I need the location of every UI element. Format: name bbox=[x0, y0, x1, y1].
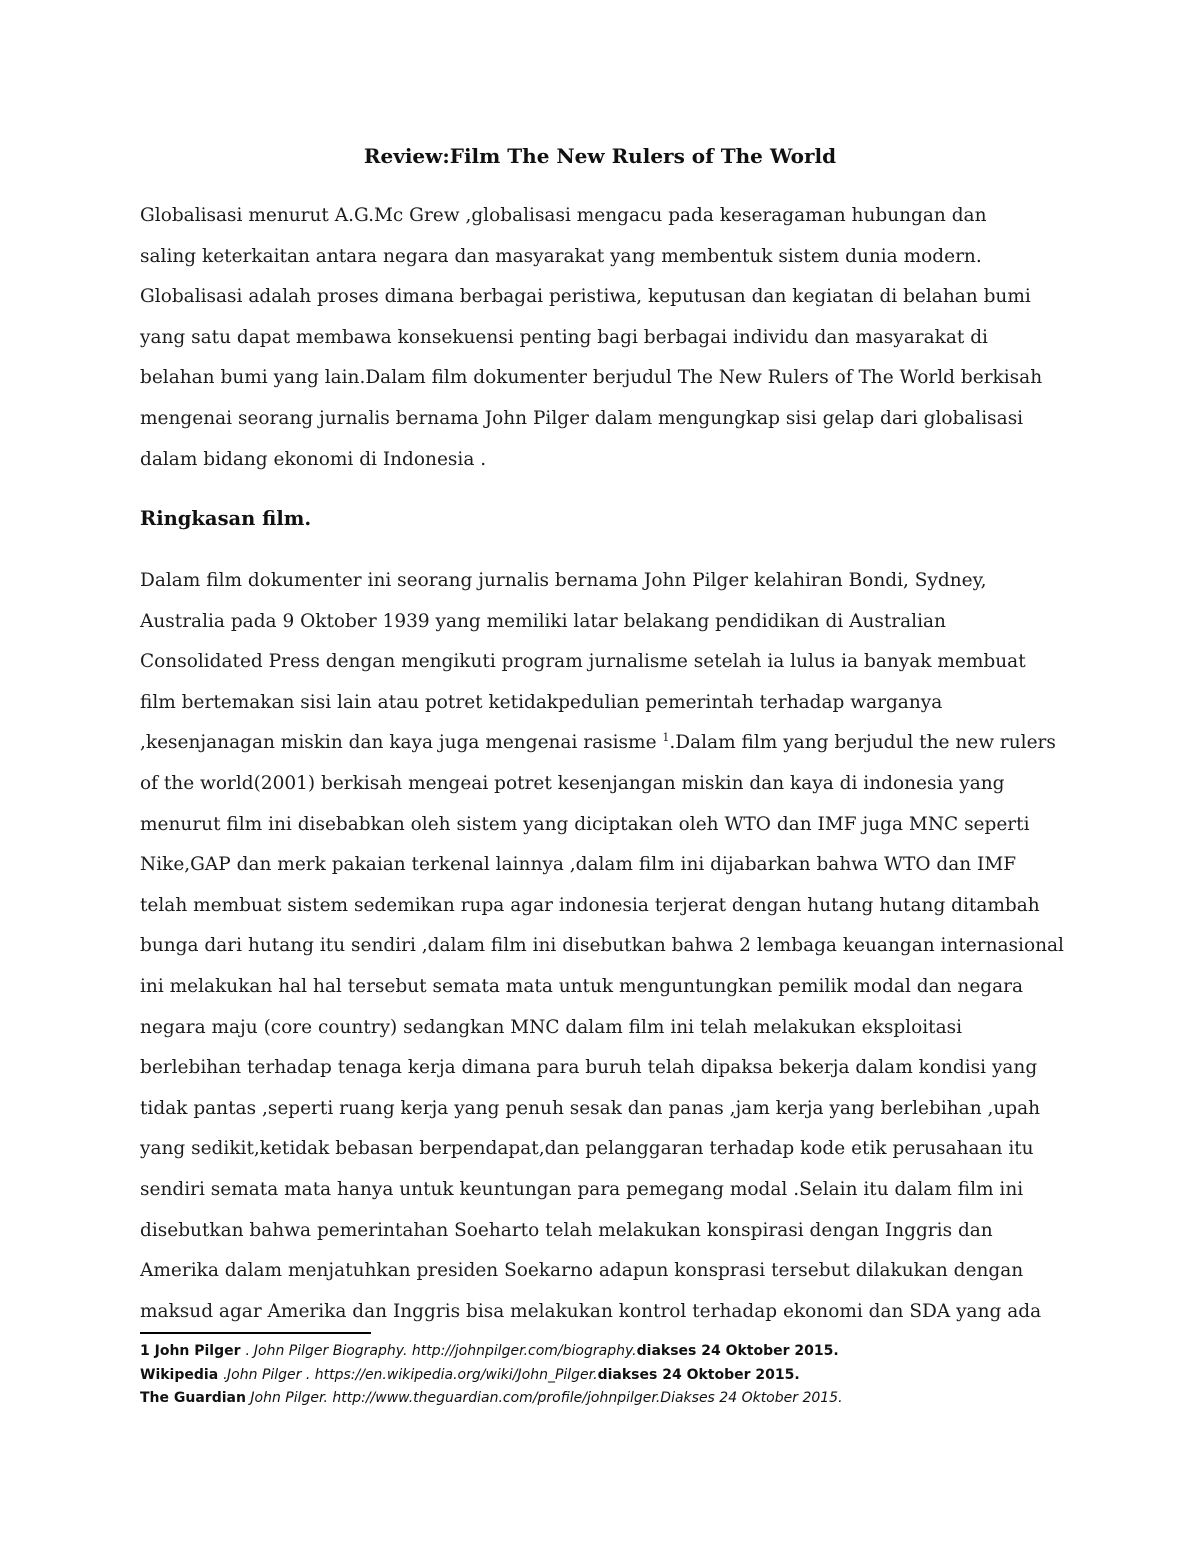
paragraph-line: film bertemakan sisi lain atau potret ketidakpedulian pemerintah terhadap warganya bbox=[140, 691, 943, 713]
paragraph-line: bunga dari hutang itu sendiri ,dalam film ini disebutkan bahwa 2 lembaga keuangan internasional bbox=[140, 935, 1064, 957]
footnote-source[interactable]: John Pilger Biography. http://johnpilger.com/biography. bbox=[253, 1343, 637, 1359]
paragraph-line: saling keterkaitan antara negara dan masyarakat yang membentuk sistem dunia modern. bbox=[140, 245, 982, 267]
summary-paragraph bbox=[140, 561, 1080, 1332]
footnote-accessed: diakses 24 Oktober 2015. bbox=[636, 1343, 839, 1359]
paragraph-line: maksud agar Amerika dan Inggris bisa melakukan kontrol terhadap ekonomi dan SDA yang ada bbox=[140, 1300, 1042, 1322]
footnote-separator-text: . bbox=[240, 1343, 254, 1359]
paragraph-line: Consolidated Press dengan mengikuti program jurnalisme setelah ia lulus ia banyak membuat bbox=[140, 651, 1026, 673]
footnote-separator bbox=[140, 1332, 371, 1334]
footnote-entry bbox=[140, 1364, 1080, 1388]
paragraph-line: disebutkan bahwa pemerintahan Soeharto telah melakukan konspirasi dengan Inggris dan bbox=[140, 1219, 993, 1241]
footnote-accessed: diakses 24 Oktober 2015. bbox=[597, 1366, 800, 1383]
paragraph-line: Globalisasi adalah proses dimana berbagai peristiwa, keputusan dan kegiatan di belahan bumi bbox=[140, 286, 1031, 308]
section-heading: Ringkasan film. bbox=[140, 507, 312, 530]
paragraph-line: belahan bumi yang lain.Dalam film dokumenter berjudul The New Rulers of The World berkisah bbox=[140, 367, 1043, 389]
line-text: .Dalam film yang berjudul the new rulers bbox=[669, 732, 1056, 754]
paragraph-line: menurut film ini disebabkan oleh sistem yang diciptakan oleh WTO dan IMF juga MNC seperti bbox=[140, 813, 1030, 835]
footnote-separator-text: . bbox=[218, 1366, 228, 1383]
footnote-label: The Guardian bbox=[140, 1390, 246, 1406]
paragraph-line: of the world(2001) berkisah mengeai potret kesenjangan miskin dan kaya di indonesia yang bbox=[140, 772, 1005, 794]
paragraph-line: negara maju (core country) sedangkan MNC dalam film ini telah melakukan eksploitasi bbox=[140, 1016, 963, 1038]
paragraph-line: mengenai seorang jurnalis bernama John Pilger dalam mengungkap sisi gelap dari globalisasi bbox=[140, 407, 1024, 429]
paragraph-line: Globalisasi menurut A.G.Mc Grew ,globalisasi mengacu pada keseragaman hubungan dan bbox=[140, 205, 987, 226]
line-text: ,kesenjanagan miskin dan kaya juga mengenai rasisme bbox=[140, 732, 663, 754]
paragraph-line: Amerika dalam menjatuhkan presiden Soekarno adapun konsprasi tersebut dilakukan dengan bbox=[140, 1260, 1024, 1282]
paragraph-line: tidak pantas ,seperti ruang kerja yang penuh sesak dan panas ,jam kerja yang berlebihan ,upah bbox=[140, 1097, 1041, 1119]
paragraph-line: telah membuat sistem sedemikan rupa agar indonesia terjerat dengan hutang hutang ditambah bbox=[140, 894, 1040, 916]
paragraph-line: Nike,GAP dan merk pakaian terkenal lainnya ,dalam film ini dijabarkan bahwa WTO dan IMF bbox=[140, 854, 1017, 876]
document-title: Review:Film The New Rulers of The World bbox=[363, 144, 837, 168]
footnote-source[interactable]: John Pilger . https://en.wikipedia.org/wiki/John_Pilger. bbox=[227, 1366, 598, 1383]
paragraph-line: ini melakukan hal hal tersebut semata mata untuk menguntungkan pemilik modal dan negara bbox=[140, 975, 1024, 997]
footnote-entry bbox=[140, 1387, 1080, 1411]
intro-paragraph bbox=[140, 196, 1080, 480]
paragraph-line: sendiri semata mata hanya untuk keuntungan para pemegang modal .Selain itu dalam film ini bbox=[140, 1178, 1024, 1200]
footnote-label: 1 John Pilger bbox=[140, 1343, 241, 1359]
paragraph-line: Australia pada 9 Oktober 1939 yang memiliki latar belakang pendidikan di Australian bbox=[140, 610, 946, 632]
paragraph-line: dalam bidang ekonomi di Indonesia . bbox=[140, 448, 487, 470]
footnote-entry bbox=[140, 1340, 1080, 1364]
paragraph-line: yang sedikit,ketidak bebasan berpendapat,dan pelanggaran terhadap kode etik perusahaan itu bbox=[140, 1138, 1034, 1160]
footnote-source[interactable]: John Pilger. http://www.theguardian.com/profile/johnpilger.Diakses 24 Oktober 2015. bbox=[250, 1390, 843, 1406]
footnotes bbox=[140, 1340, 1080, 1411]
paragraph-line-with-footnote bbox=[140, 723, 1080, 764]
paragraph-line: yang satu dapat membawa konsekuensi penting bagi berbagai individu dan masyarakat di bbox=[140, 326, 988, 348]
footnote-label: Wikipedia bbox=[140, 1366, 219, 1383]
footnote-reference[interactable]: 1 bbox=[662, 731, 670, 745]
paragraph-line: Dalam film dokumenter ini seorang jurnalis bernama John Pilger kelahiran Bondi, Sydney, bbox=[140, 570, 987, 591]
paragraph-line: berlebihan terhadap tenaga kerja dimana para buruh telah dipaksa bekerja dalam kondisi yang bbox=[140, 1057, 1038, 1079]
